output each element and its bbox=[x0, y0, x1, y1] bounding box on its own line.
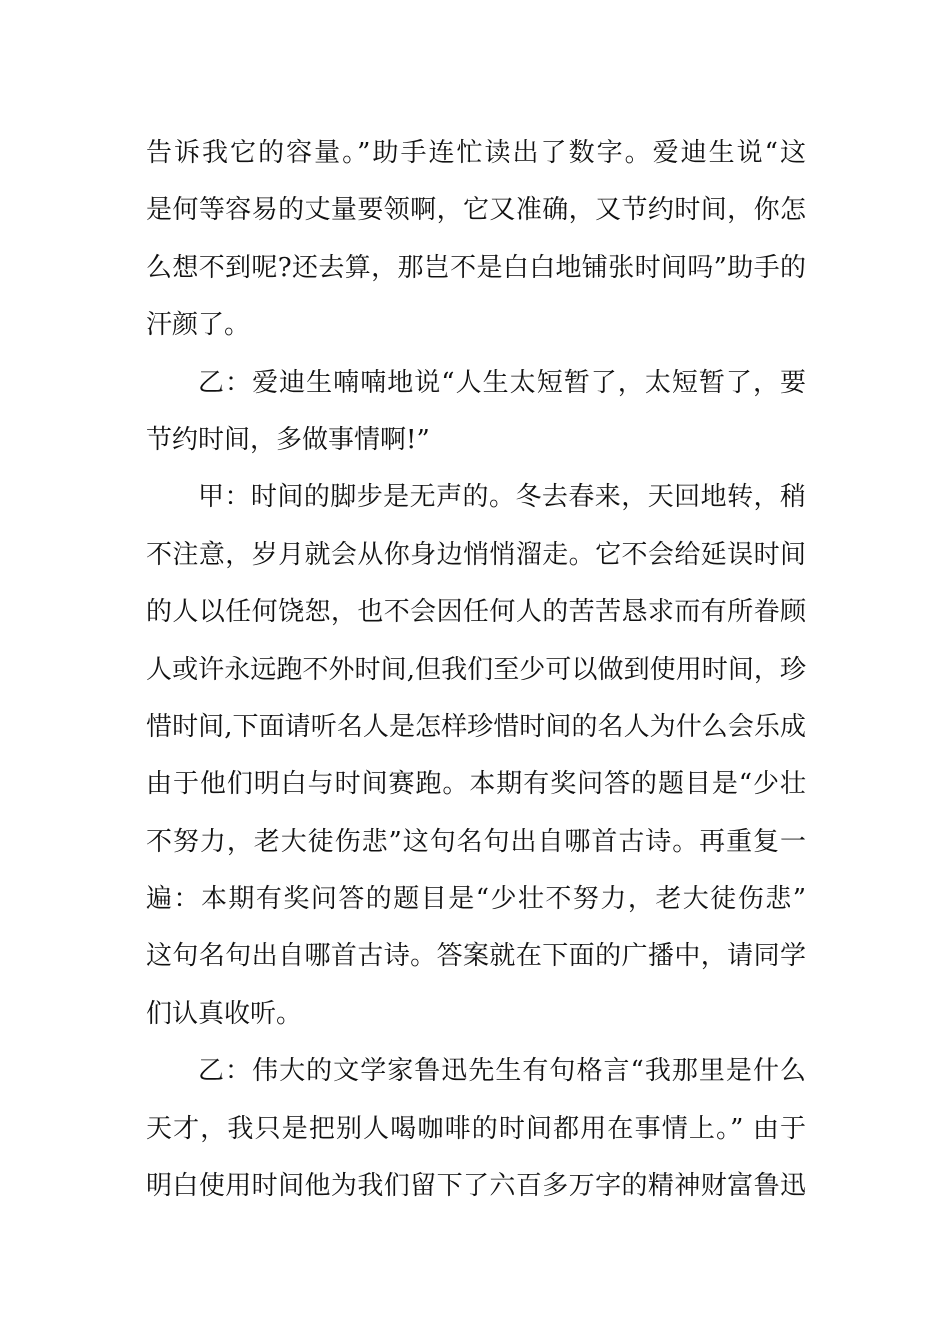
text-line: 的人以任何饶恕，也不会因任何人的苦苦恳求而有所眷顾 bbox=[146, 597, 806, 628]
text-line: 人或许永远跑不外时间,但我们至少可以做到使用时间，珍 bbox=[146, 654, 806, 685]
text-line: 明白使用时间他为我们留下了六百多万字的精神财富鲁迅 bbox=[146, 1171, 806, 1202]
text-line: 告诉我它的容量。”助手连忙读出了数字。爱迪生说“这 bbox=[146, 138, 806, 168]
text-line: 么想不到呢?还去算，那岂不是白白地铺张时间吗”助手的 bbox=[146, 252, 806, 283]
text-line: 不注意，岁月就会从你身边悄悄溜走。它不会给延误时间 bbox=[146, 539, 806, 570]
text-line: 乙：伟大的文学家鲁迅先生有句格言“我那里是什么 bbox=[198, 1056, 806, 1087]
text-line: 遍：本期有奖问答的题目是“少壮不努力，老大徒伤悲” bbox=[146, 884, 806, 915]
text-line: 这句名句出自哪首古诗。答案就在下面的广播中，请同学 bbox=[146, 941, 806, 972]
text-line: 节约时间，多做事情啊!” bbox=[146, 424, 430, 455]
text-line: 惜时间,下面请听名人是怎样珍惜时间的名人为什么会乐成 bbox=[146, 711, 806, 742]
text-line: 天才，我只是把别人喝咖啡的时间都用在事情上。” 由于 bbox=[146, 1113, 806, 1144]
text-line: 是何等容易的丈量要领啊，它又准确，又节约时间，你怎 bbox=[146, 195, 806, 226]
text-line: 甲：时间的脚步是无声的。冬去春来，天回地转，稍 bbox=[198, 482, 806, 513]
text-line: 由于他们明白与时间赛跑。本期有奖问答的题目是“少壮 bbox=[146, 769, 806, 800]
text-line: 们认真收听。 bbox=[146, 998, 303, 1029]
body-text bbox=[146, 125, 806, 1215]
text-line: 不努力，老大徒伤悲”这句名句出自哪首古诗。再重复一 bbox=[146, 826, 806, 857]
text-line: 汗颜了。 bbox=[146, 310, 251, 341]
text-line: 乙：爱迪生喃喃地说“人生太短暂了，太短暂了，要 bbox=[198, 367, 806, 398]
